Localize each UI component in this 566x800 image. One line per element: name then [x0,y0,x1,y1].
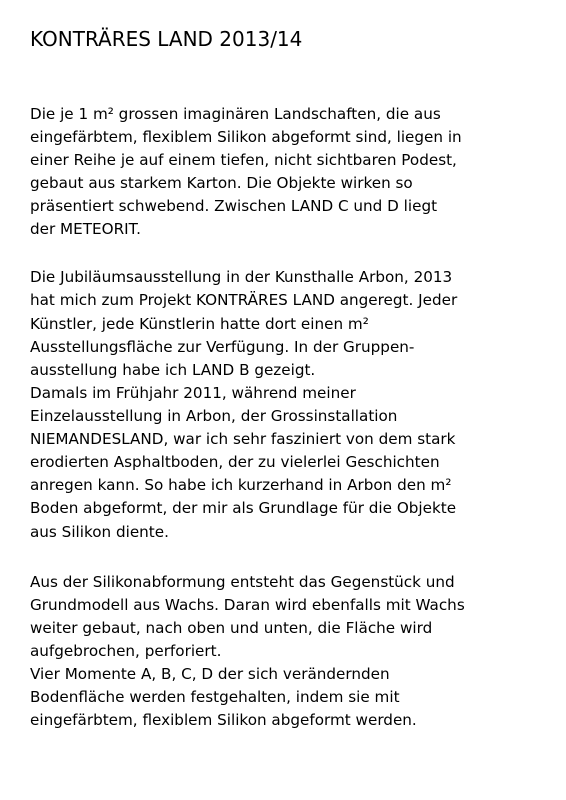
page-title: KONTRÄRES LAND 2013/14 [30,27,303,51]
text-line: einer Reihe je auf einem tiefen, nicht sichtbaren Podest, [30,151,457,169]
text-line: ausstellung habe ich LAND B gezeigt. [30,361,316,379]
text-line: Damals im Frühjahr 2011, während meiner [30,384,356,402]
text-line: hat mich zum Projekt KONTRÄRES LAND angeregt. Jeder [30,291,458,309]
text-line: erodierten Asphaltboden, der zu vielerlei Geschichten [30,453,440,471]
text-line: weiter gebaut, nach oben und unten, die Fläche wird [30,619,433,637]
text-line: Aus der Silikonabformung entsteht das Gegenstück und [30,573,455,591]
text-line: gebaut aus starkem Karton. Die Objekte wirken so [30,174,413,192]
text-line: präsentiert schwebend. Zwischen LAND C und D liegt [30,197,438,215]
text-line: NIEMANDESLAND, war ich sehr fasziniert von dem stark [30,430,456,448]
text-line: Bodenfläche werden festgehalten, indem sie mit [30,688,400,706]
text-line: Einzelausstellung in Arbon, der Grossinstallation [30,407,398,425]
text-line: Ausstellungsfläche zur Verfügung. In der Gruppen- [30,338,415,356]
text-line: aus Silikon diente. [30,523,169,541]
text-line: Künstler, jede Künstlerin hatte dort einen m² [30,315,369,333]
text-line: anregen kann. So habe ich kurzerhand in Arbon den m² [30,476,452,494]
text-line: Grundmodell aus Wachs. Daran wird ebenfalls mit Wachs [30,596,465,614]
text-line: Die Jubiläumsausstellung in der Kunsthalle Arbon, 2013 [30,268,453,286]
text-line: eingefärbtem, flexiblem Silikon abgeformt werden. [30,711,417,729]
text-line: Boden abgeformt, der mir als Grundlage für die Objekte [30,499,457,517]
text-line: Vier Momente A, B, C, D der sich verändernden [30,665,390,683]
text-line: eingefärbtem, flexiblem Silikon abgeformt sind, liegen in [30,128,462,146]
text-line: aufgebrochen, perforiert. [30,642,222,660]
text-line: der METEORIT. [30,220,141,238]
text-line: Die je 1 m² grossen imaginären Landschaften, die aus [30,105,441,123]
